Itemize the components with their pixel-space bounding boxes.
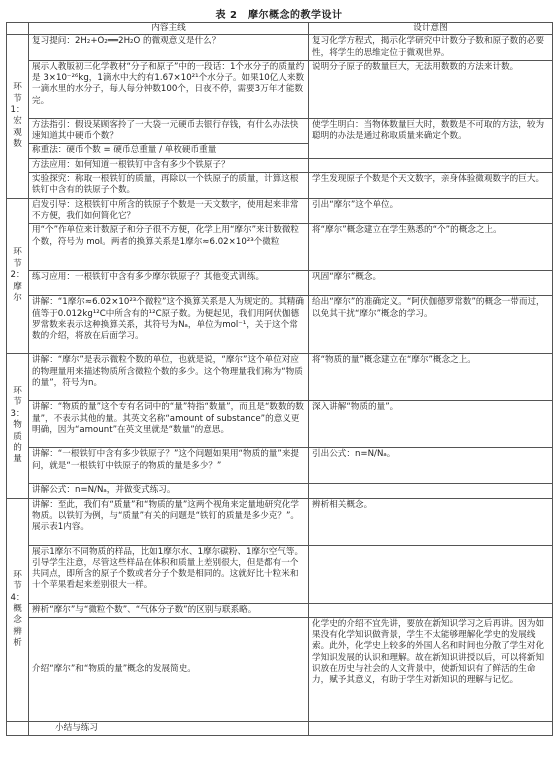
main-cell: 讲解：至此，我们有“质量”和“物质的量”这两个视角来定量地研究化学物质。以铁钉为例，与“质量”有关的问题是“铁钉的质量是多少克？”。展示表1内容。 — [29, 498, 309, 545]
main-cell: 实验探究：称取一根铁钉的质量，再除以一个铁原子的质量，计算这根铁钉中含有的铁原子个数。 — [29, 173, 309, 199]
intent-cell: 巩固“摩尔”概念。 — [309, 271, 553, 296]
intent-cell: 学生发现原子个数是个天文数字，亲身体验微观数字的巨大。 — [309, 173, 553, 199]
main-cell: 讲解：“摩尔”是表示微粒个数的单位，也就是说，“摩尔”这个单位对应的物理量用来描述物质所含微粒个数的多少。这个物理量我们称为“物质的量”，符号为n。 — [29, 354, 309, 401]
table-row — [7, 498, 553, 545]
table-row — [7, 296, 553, 354]
table-row — [7, 198, 553, 224]
intent-cell — [309, 603, 553, 617]
table-row — [7, 545, 553, 603]
main-cell: 方法指引：假设某顾客拎了一大袋一元硬币去银行存钱，有什么办法快速知道其中硬币个数？ — [29, 118, 309, 144]
header-row — [7, 23, 553, 35]
intent-cell: 使学生明白：当物体数量巨大时，数数是不可取的方法，较为聪明的办法是通过称取质量来确定个数。 — [309, 118, 553, 158]
main-cell: 讲解：“一根铁钉中含有多少铁原子？”这个问题如果用“物质的量”来提问，就是“一根铁钉中铁原子的物质的量是多少？” — [29, 448, 309, 484]
table-row — [7, 118, 553, 144]
table-row — [7, 354, 553, 401]
intent-cell: 将“物质的量”概念建立在“摩尔”概念之上。 — [309, 354, 553, 401]
intent-cell: 复习化学方程式，揭示化学研究中计数分子数和原子数的必要性，将学生的思维定位于微观世界。 — [309, 35, 553, 61]
main-cell: 复习提问：2H₂+O₂══2H₂O 的微观意义是什么？ — [29, 35, 309, 61]
table-row — [7, 271, 553, 296]
table-row — [7, 448, 553, 484]
table-row — [7, 721, 553, 735]
main-cell: 辨析“摩尔”与“微粒个数”、“气体分子数”的区别与联系略。 — [29, 603, 309, 617]
main-cell: 小结与练习 — [29, 721, 309, 735]
table-row — [7, 603, 553, 617]
main-cell: 讲解：“物质的量”这个专有名词中的“量”特指“数量”，而且是“数数的数量”，不表示其他的量。其英文名称“amount of substance”的意义更明确，因为“amount”在英文里就是“数量”的意思。 — [29, 401, 309, 448]
intent-cell: 引出公式：n=N/Nₐ。 — [309, 448, 553, 484]
table-row — [7, 158, 553, 172]
summary-blank — [7, 721, 29, 735]
header-intent: 设计意图 — [309, 23, 553, 35]
main-cell: 练习应用：一根铁钉中含有多少摩尔铁原子？其他变式训练。 — [29, 271, 309, 296]
main-cell: 启发引导：这根铁钉中所含的铁原子个数是一天文数字，使用起来非常不方便，我们如何简化它？ — [29, 198, 309, 224]
table-row — [7, 401, 553, 448]
intent-cell: 引出“摩尔”这个单位。 — [309, 198, 553, 224]
intent-cell: 化学史的介绍不宜先讲，要放在新知识学习之后再讲。因为如果没有化学知识做背景，学生不太能够理解化学史的发展线索。此外，化学史上较多的外国人名和时间也分散了学生对化学知识发展的认识和理解。故在新知识讲授以后，可以将新知识放在历史与社会的人文背景中，使新知识有了鲜活的生命力，赋予其意义，有助于学生对新知识的理解与记忆。 — [309, 617, 553, 721]
intent-cell: 深入讲解“物质的量”。 — [309, 401, 553, 448]
intent-cell — [309, 545, 553, 603]
teaching-design-table — [6, 22, 553, 736]
main-cell: 展示人教版初三化学教材“分子和原子”中的一段话：1个水分子的质量约是 3×10⁻²⁶kg，1滴水中大约有1.67×10²¹个水分子。如果10亿人来数一滴水里的水分子，每人每分钟数100个，日夜不停，需要3万年才能数完。 — [29, 60, 309, 118]
header-blank — [7, 23, 29, 35]
main-cell: 称重法：硬币个数 = 硬币总重量 / 单枚硬币重量 — [29, 144, 309, 158]
main-cell: 讲解：“1摩尔≈6.02×10²³个微粒”这个换算关系是人为规定的。其精确值等于0.012kg¹²C中所含有的¹²C原子数。为便起见，我们用阿伏伽德罗常数来表示这种换算关系，其符号为Nₐ，单位为mol⁻¹，关于这个常数的介绍，将放在后面学习。 — [29, 296, 309, 354]
section-label-2: 环节2：摩尔 — [7, 198, 29, 354]
table-row — [7, 60, 553, 118]
main-cell: 介绍“摩尔”和“物质的量”概念的发展简史。 — [29, 617, 309, 721]
main-cell: 方法应用：如何知道一根铁钉中含有多少个铁原子？ — [29, 158, 309, 172]
table-row — [7, 173, 553, 199]
table-row — [7, 484, 553, 498]
main-cell: 讲解公式：n=N/Nₐ，并做变式练习。 — [29, 484, 309, 498]
header-main: 内容主线 — [29, 23, 309, 35]
section-label-1: 环节1：宏观数 — [7, 35, 29, 198]
intent-cell — [309, 158, 553, 172]
intent-cell — [309, 721, 553, 735]
intent-cell: 说明分子原子的数量巨大，无法用数数的方法来计数。 — [309, 60, 553, 118]
main-cell: 用“个”作单位来计数原子和分子很不方便，化学上用“摩尔”来计数微粒个数，符号为 mol。两者的换算关系是1摩尔≈6.02×10²³个微粒 — [29, 224, 309, 271]
section-label-4: 环节4：概念辨析 — [7, 498, 29, 721]
section-label-3: 环节3：物质的量 — [7, 354, 29, 498]
table-row — [7, 224, 553, 271]
main-cell: 展示1摩尔不同物质的样品，比如1摩尔水、1摩尔碳粉、1摩尔空气等。引导学生注意，尽管这些样品在体积和质量上差别很大，但是都有一个共同点，即所含的原子个数或者分子个数是相同的。这就好比十粒米和十个苹果看起来差别很大一样。 — [29, 545, 309, 603]
table-title: 表 2 摩尔概念的教学设计 — [215, 10, 343, 21]
intent-cell: 辨析相关概念。 — [309, 498, 553, 545]
table-row — [7, 35, 553, 61]
intent-cell: 给出“摩尔”的准确定义。“阿伏伽德罗常数”的概念一带而过，以免其干扰“摩尔”概念的学习。 — [309, 296, 553, 354]
table-row — [7, 617, 553, 721]
intent-cell — [309, 484, 553, 498]
intent-cell: 将“摩尔”概念建立在学生熟悉的“个”的概念之上。 — [309, 224, 553, 271]
